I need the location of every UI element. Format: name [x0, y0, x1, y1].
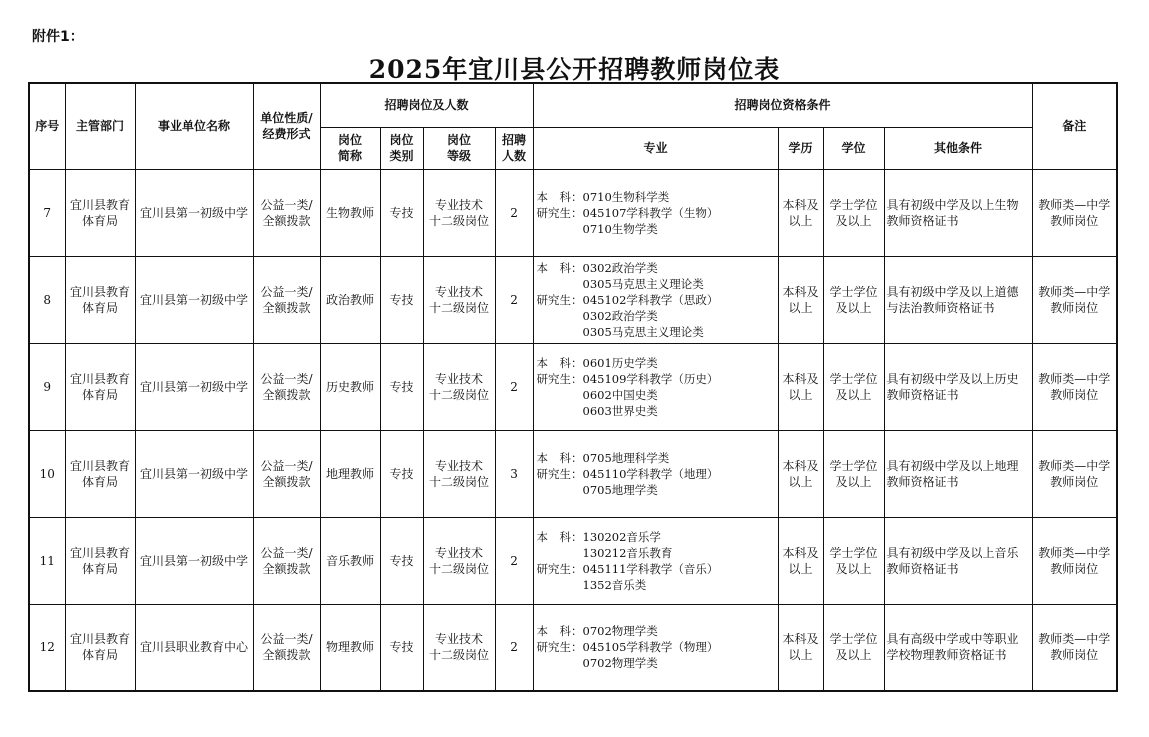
cell-dept: 宜川县教育 体育局	[65, 256, 135, 343]
cell-nature: 公益一类/ 全额拨款	[253, 169, 320, 256]
cell-remark: 教师类—中学 教师岗位	[1032, 343, 1117, 430]
cell-remark: 教师类—中学 教师岗位	[1032, 256, 1117, 343]
cell-pos-name: 音乐教师	[320, 517, 380, 604]
cell-pos-name: 生物教师	[320, 169, 380, 256]
major-line: 0702物理学类	[536, 656, 658, 671]
major-line: 研究生：045109学科教学（历史）	[536, 371, 719, 386]
cell-dept: 宜川县教育 体育局	[65, 604, 135, 691]
cell-degree: 学士学位 及以上	[823, 343, 884, 430]
cell-pos-level: 专业技术 十二级岗位	[423, 604, 495, 691]
header-positions-group: 招聘岗位及人数	[320, 83, 533, 127]
cell-education: 本科及 以上	[778, 256, 823, 343]
cell-other: 具有高级中学或中等职业 学校物理教师资格证书	[884, 604, 1032, 691]
header-dept: 主管部门	[65, 83, 135, 169]
major-line: 0305马克思主义理论类	[536, 276, 704, 291]
recruitment-table	[28, 82, 1118, 692]
cell-nature: 公益一类/ 全额拨款	[253, 430, 320, 517]
header-pos-name: 岗位 简称	[320, 127, 380, 169]
cell-pos-level: 专业技术 十二级岗位	[423, 517, 495, 604]
cell-count: 2	[495, 604, 533, 691]
cell-pos-level: 专业技术 十二级岗位	[423, 169, 495, 256]
table-row	[29, 256, 1117, 343]
major-line: 0705地理学类	[536, 482, 658, 497]
cell-education: 本科及 以上	[778, 343, 823, 430]
cell-major	[533, 604, 778, 691]
major-line: 本 科：0702物理学类	[536, 624, 658, 639]
cell-degree: 学士学位 及以上	[823, 517, 884, 604]
cell-unit: 宜川县第一初级中学	[135, 169, 253, 256]
cell-unit: 宜川县第一初级中学	[135, 517, 253, 604]
cell-pos-name: 地理教师	[320, 430, 380, 517]
cell-seq: 7	[29, 169, 65, 256]
cell-degree: 学士学位 及以上	[823, 169, 884, 256]
table-row	[29, 169, 1117, 256]
page-title: 2025年宜川县公开招聘教师岗位表	[368, 55, 781, 84]
cell-dept: 宜川县教育 体育局	[65, 169, 135, 256]
cell-degree: 学士学位 及以上	[823, 604, 884, 691]
cell-remark: 教师类—中学 教师岗位	[1032, 169, 1117, 256]
table-row	[29, 430, 1117, 517]
major-line: 本 科：0705地理科学类	[536, 450, 670, 465]
table-row	[29, 604, 1117, 691]
cell-pos-level: 专业技术 十二级岗位	[423, 256, 495, 343]
cell-pos-name: 物理教师	[320, 604, 380, 691]
cell-pos-level: 专业技术 十二级岗位	[423, 343, 495, 430]
cell-dept: 宜川县教育 体育局	[65, 517, 135, 604]
major-line: 0603世界史类	[536, 403, 658, 418]
major-line: 本 科：0302政治学类	[536, 260, 658, 275]
cell-other: 具有初级中学及以上地理 教师资格证书	[884, 430, 1032, 517]
cell-remark: 教师类—中学 教师岗位	[1032, 604, 1117, 691]
attachment-label: 附件1：	[32, 29, 84, 45]
cell-remark: 教师类—中学 教师岗位	[1032, 430, 1117, 517]
cell-other: 具有初级中学及以上历史 教师资格证书	[884, 343, 1032, 430]
header-major: 专业	[533, 127, 778, 169]
cell-other: 具有初级中学及以上音乐 教师资格证书	[884, 517, 1032, 604]
cell-education: 本科及 以上	[778, 430, 823, 517]
cell-count: 2	[495, 343, 533, 430]
cell-dept: 宜川县教育 体育局	[65, 343, 135, 430]
cell-major	[533, 430, 778, 517]
cell-unit: 宜川县第一初级中学	[135, 343, 253, 430]
cell-pos-name: 政治教师	[320, 256, 380, 343]
cell-pos-type: 专技	[380, 517, 423, 604]
cell-remark: 教师类—中学 教师岗位	[1032, 517, 1117, 604]
cell-degree: 学士学位 及以上	[823, 430, 884, 517]
cell-count: 3	[495, 430, 533, 517]
major-line: 本 科：0601历史学类	[536, 355, 658, 370]
cell-education: 本科及 以上	[778, 604, 823, 691]
cell-major	[533, 343, 778, 430]
major-line: 研究生：045110学科教学（地理）	[536, 466, 719, 481]
header-unit: 事业单位名称	[135, 83, 253, 169]
cell-major	[533, 256, 778, 343]
major-line: 研究生：045107学科教学（生物）	[536, 205, 719, 220]
major-line: 0302政治学类	[536, 308, 658, 323]
cell-nature: 公益一类/ 全额拨款	[253, 343, 320, 430]
cell-pos-type: 专技	[380, 343, 423, 430]
cell-pos-type: 专技	[380, 256, 423, 343]
major-line: 0602中国史类	[536, 387, 658, 402]
major-line: 研究生：045111学科教学（音乐）	[536, 561, 719, 576]
major-line: 本 科：0710生物科学类	[536, 189, 670, 204]
cell-unit: 宜川县第一初级中学	[135, 430, 253, 517]
cell-dept: 宜川县教育 体育局	[65, 430, 135, 517]
cell-unit: 宜川县职业教育中心	[135, 604, 253, 691]
cell-education: 本科及 以上	[778, 169, 823, 256]
major-line: 本 科：130202音乐学	[536, 529, 661, 544]
cell-degree: 学士学位 及以上	[823, 256, 884, 343]
cell-unit: 宜川县第一初级中学	[135, 256, 253, 343]
cell-count: 2	[495, 169, 533, 256]
cell-count: 2	[495, 256, 533, 343]
cell-seq: 12	[29, 604, 65, 691]
major-line: 130212音乐教育	[536, 545, 673, 560]
header-remark: 备注	[1032, 83, 1117, 169]
cell-education: 本科及 以上	[778, 517, 823, 604]
header-seq: 序号	[29, 83, 65, 169]
major-line: 0710生物学类	[536, 221, 658, 236]
header-other: 其他条件	[884, 127, 1032, 169]
cell-other: 具有初级中学及以上道德 与法治教师资格证书	[884, 256, 1032, 343]
major-line: 研究生：045105学科教学（物理）	[536, 640, 719, 655]
cell-pos-type: 专技	[380, 604, 423, 691]
cell-nature: 公益一类/ 全额拨款	[253, 256, 320, 343]
cell-pos-level: 专业技术 十二级岗位	[423, 430, 495, 517]
cell-major	[533, 169, 778, 256]
header-pos-type: 岗位 类别	[380, 127, 423, 169]
header-count: 招聘 人数	[495, 127, 533, 169]
cell-other: 具有初级中学及以上生物 教师资格证书	[884, 169, 1032, 256]
major-line: 1352音乐类	[536, 577, 647, 592]
table-row	[29, 343, 1117, 430]
header-qualifications-group: 招聘岗位资格条件	[533, 83, 1032, 127]
major-line: 0305马克思主义理论类	[536, 324, 704, 339]
cell-pos-type: 专技	[380, 430, 423, 517]
cell-nature: 公益一类/ 全额拨款	[253, 517, 320, 604]
cell-major	[533, 517, 778, 604]
cell-count: 2	[495, 517, 533, 604]
header-pos-level: 岗位 等级	[423, 127, 495, 169]
cell-pos-type: 专技	[380, 169, 423, 256]
cell-pos-name: 历史教师	[320, 343, 380, 430]
major-line: 研究生：045102学科教学（思政）	[536, 292, 719, 307]
header-education: 学历	[778, 127, 823, 169]
header-nature: 单位性质/ 经费形式	[253, 83, 320, 169]
cell-seq: 11	[29, 517, 65, 604]
cell-seq: 10	[29, 430, 65, 517]
header-row-1	[29, 83, 1117, 127]
table-row	[29, 517, 1117, 604]
header-degree: 学位	[823, 127, 884, 169]
cell-seq: 9	[29, 343, 65, 430]
cell-nature: 公益一类/ 全额拨款	[253, 604, 320, 691]
cell-seq: 8	[29, 256, 65, 343]
